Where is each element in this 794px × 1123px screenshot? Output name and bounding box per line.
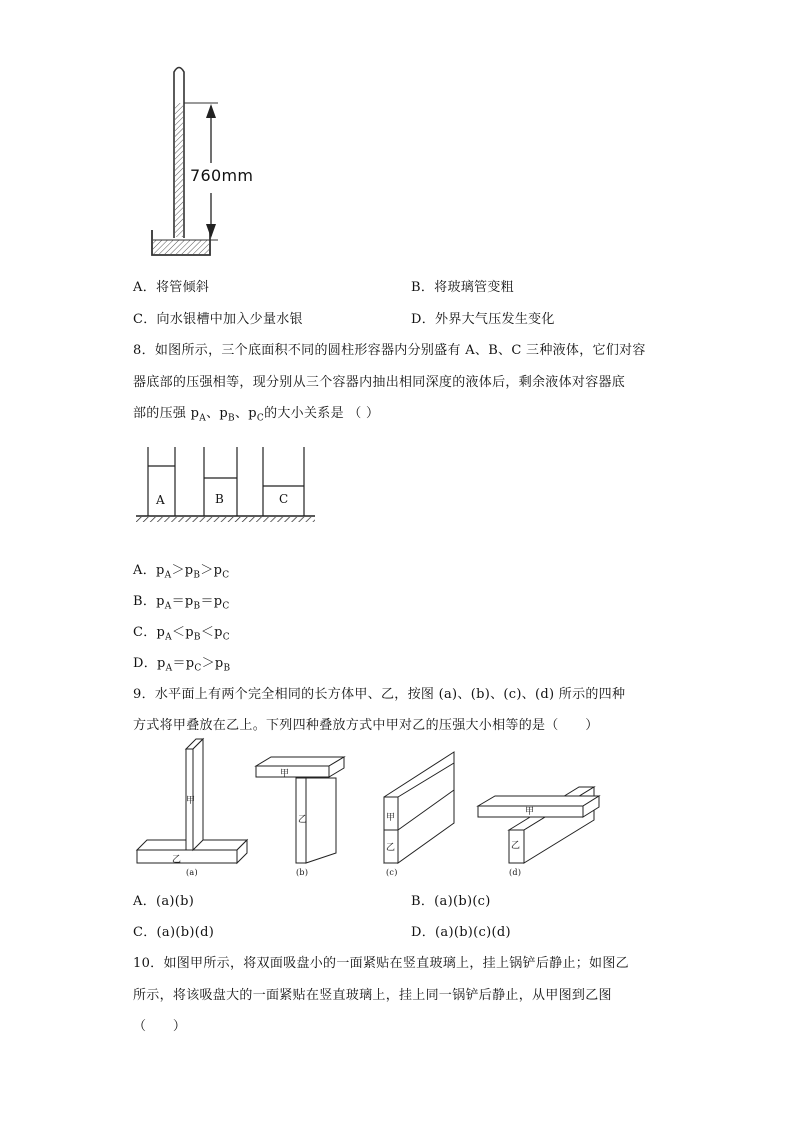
container-label-c: C — [279, 492, 289, 506]
figure-d — [478, 787, 599, 863]
figure-b — [256, 757, 344, 863]
q8-option-d[interactable]: D．$p_A=p_C>p_B$ — [133, 656, 231, 674]
q9-option-c[interactable]: C．(a)(b)(d) — [133, 925, 215, 940]
q10-stem-line1: 10．如图甲所示，将双面吸盘小的一面紧贴在竖直玻璃上，挂上锅铲后静止；如图乙 — [133, 956, 629, 971]
caption-c: (c) — [386, 868, 398, 877]
height-label: 760mm — [190, 166, 254, 185]
container-label-b: B — [215, 492, 225, 506]
block-label-yi-d: 乙 — [511, 841, 521, 851]
q7-option-d[interactable]: D．外界大气压发生变化 — [411, 312, 555, 327]
q9-stem-line2: 方式将甲叠放在乙上。下列四种叠放方式中甲对乙的压强大小相等的是（ ） — [133, 718, 599, 733]
q10-stem-line2: 所示，将该吸盘大的一面紧贴在竖直玻璃上，挂上同一锅铲后静止，从甲图到乙图 — [133, 988, 612, 1003]
q8-stem-line1: 8．如图所示，三个底面积不同的圆柱形容器内分别盛有 A、B、C 三种液体，它们对容 — [133, 343, 646, 358]
block-label-jia-a: 甲 — [186, 796, 196, 806]
container-label-a: A — [156, 493, 165, 507]
q10-stem-line3: （ ） — [133, 1019, 187, 1034]
block-label-yi-a: 乙 — [172, 855, 182, 865]
q9-option-d[interactable]: D．(a)(b)(c)(d) — [411, 925, 511, 940]
q8-option-a[interactable]: A．$p_A>p_B>p_C$ — [133, 563, 230, 581]
q8-option-c[interactable]: C．$p_A<p_B<p_C$ — [133, 625, 230, 643]
q9-stem-line1: 9．水平面上有两个完全相同的长方体甲、乙，按图 (a)、(b)、(c)、(d) 所示的四种 — [133, 687, 626, 702]
q8-stem-line3: 部的压强 $p_A$、$p_B$、$p_C$的大小关系是 （ ） — [133, 406, 380, 424]
block-label-yi-b: 乙 — [298, 815, 308, 825]
caption-a: (a) — [186, 868, 198, 877]
block-label-yi-c: 乙 — [386, 843, 396, 853]
block-label-jia-d: 甲 — [525, 807, 535, 817]
q7-option-b[interactable]: B．将玻璃管变粗 — [411, 280, 514, 295]
block-label-jia-c: 甲 — [386, 813, 396, 823]
q8-stem-line2: 器底部的压强相等，现分别从三个容器内抽出相同深度的液体后，剩余液体对容器底 — [133, 375, 626, 390]
block-label-jia-b: 甲 — [280, 769, 290, 779]
q7-option-a[interactable]: A．将管倾斜 — [133, 280, 210, 295]
caption-d: (d) — [509, 868, 522, 877]
q9-option-b[interactable]: B．(a)(b)(c) — [411, 894, 491, 909]
q7-option-c[interactable]: C．向水银槽中加入少量水银 — [133, 312, 303, 327]
q8-option-b[interactable]: B．$p_A=p_B=p_C$ — [133, 594, 230, 612]
q9-option-a[interactable]: A．(a)(b) — [133, 894, 195, 909]
caption-b: (b) — [296, 868, 309, 877]
